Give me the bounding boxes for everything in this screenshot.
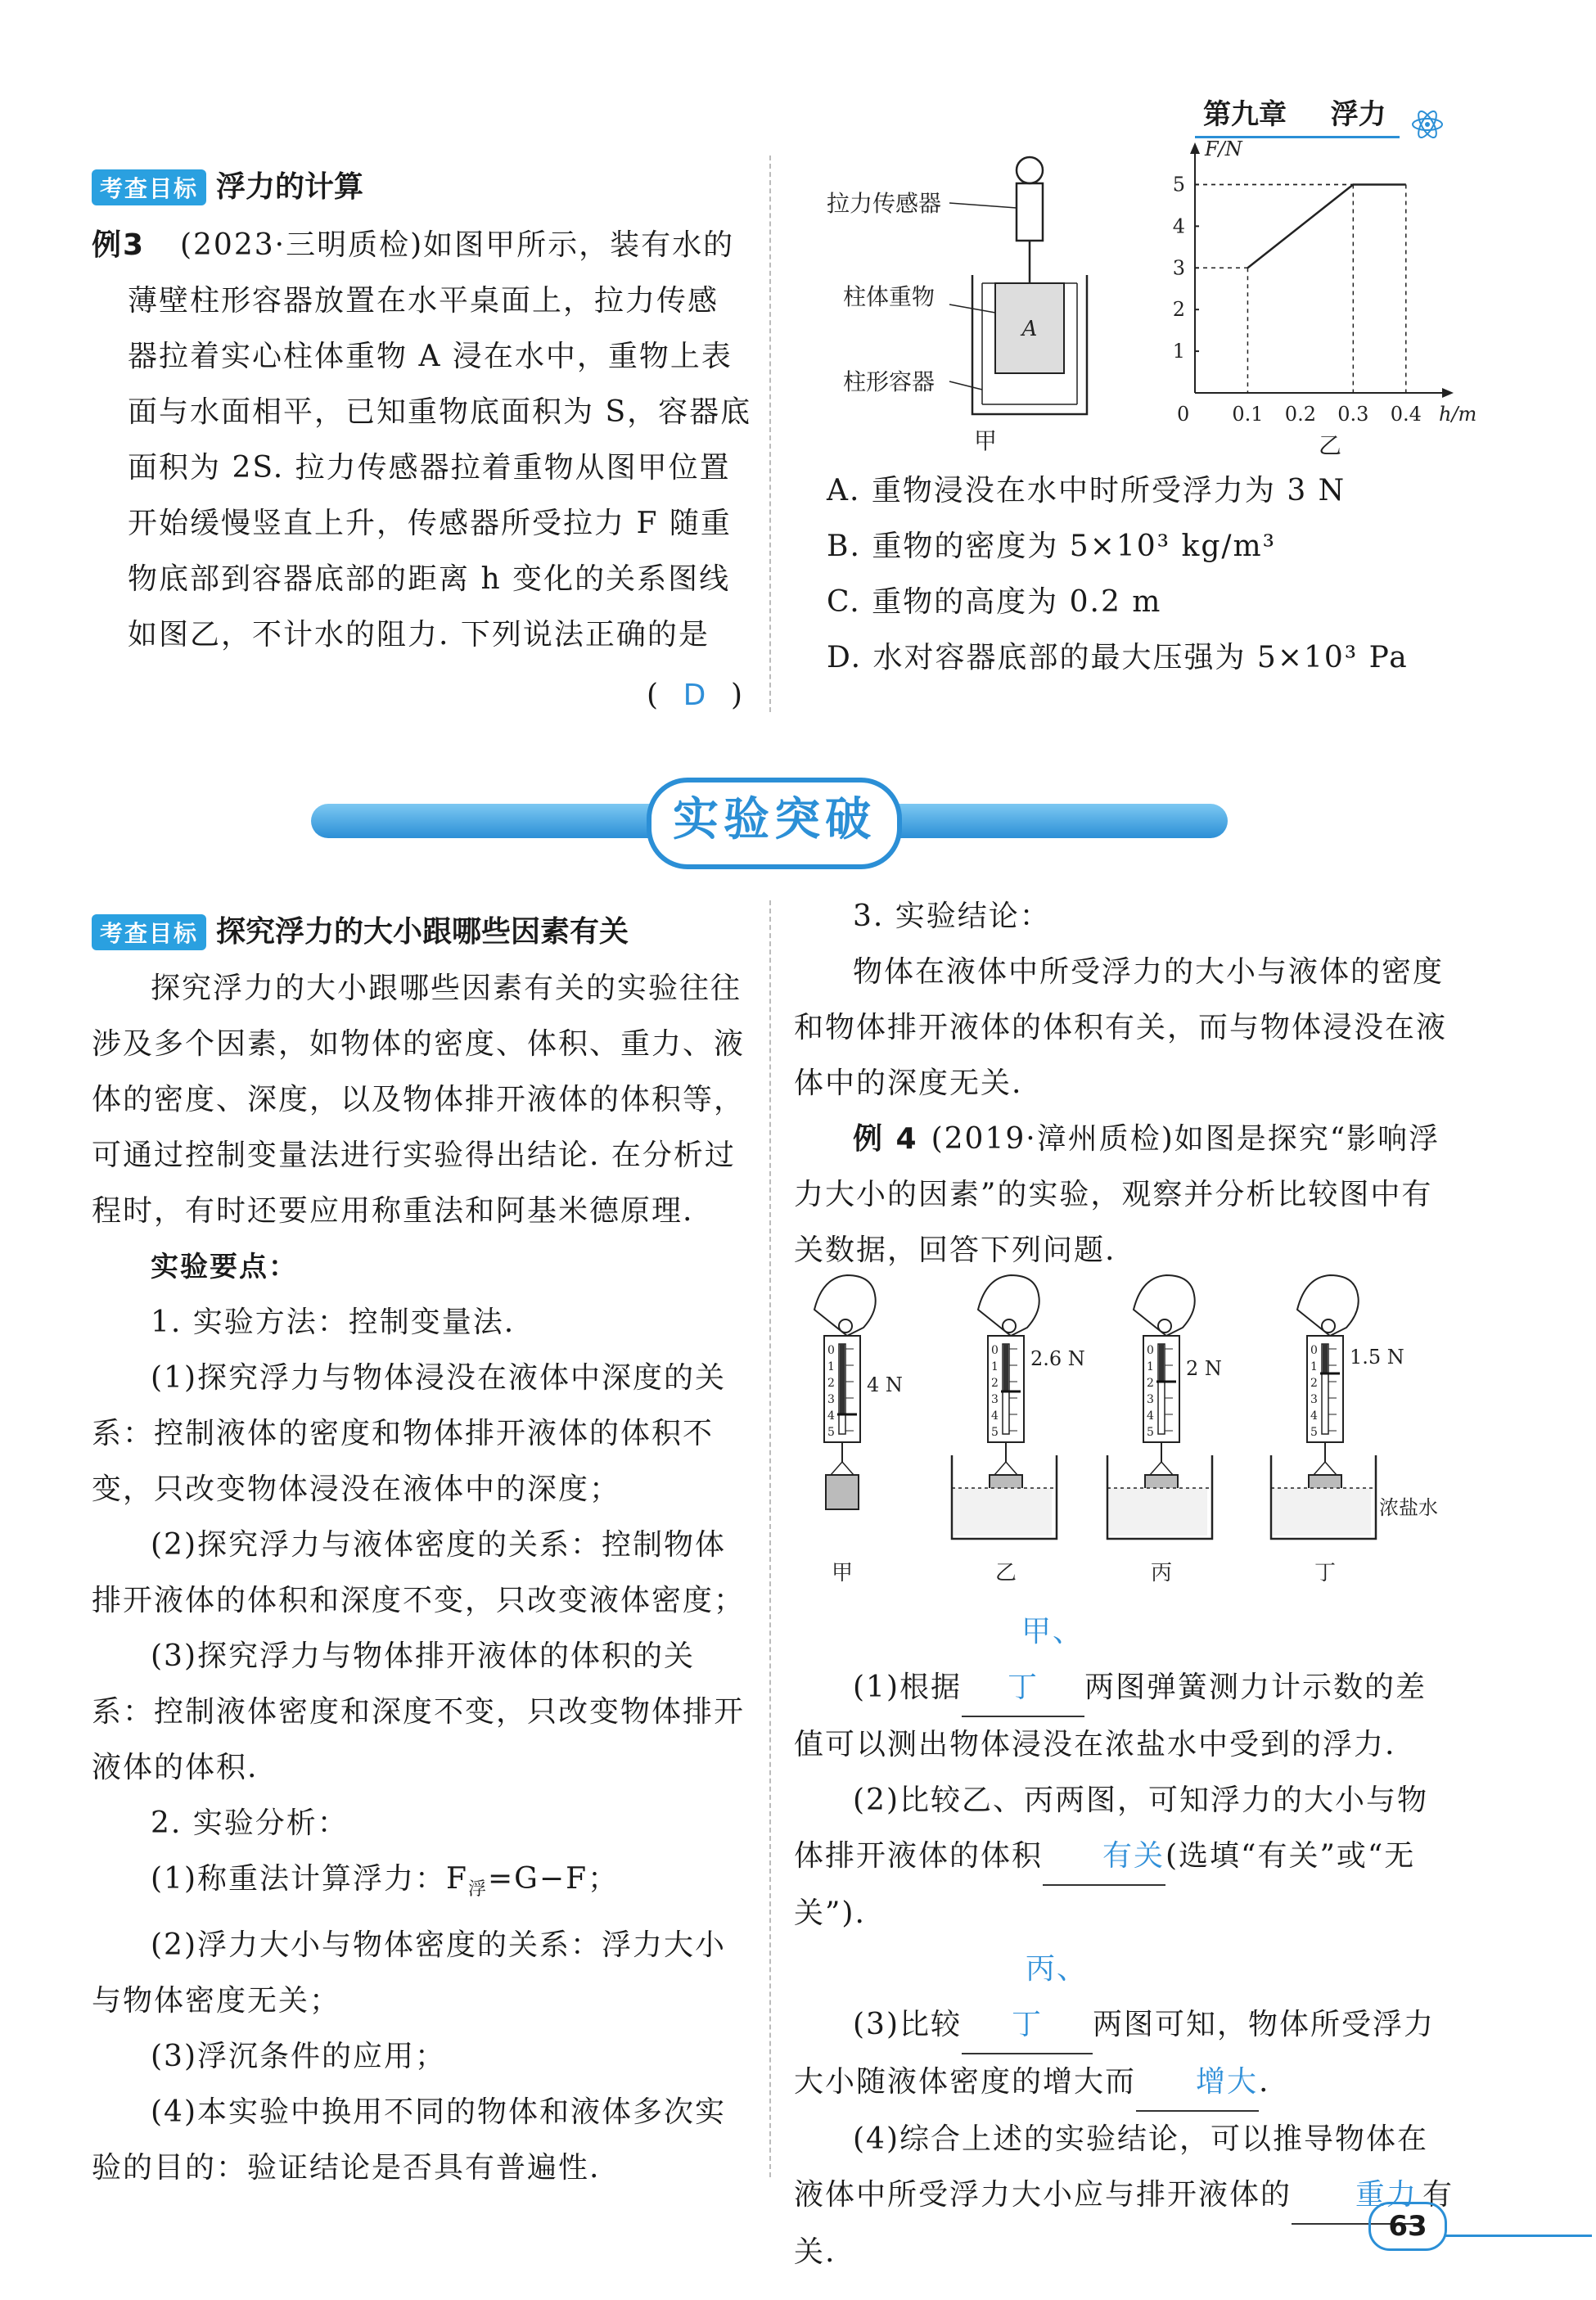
- x-tick-label: 0.2: [1284, 403, 1316, 426]
- hook-ring: [1003, 1319, 1016, 1333]
- example4-text: [794, 1112, 1457, 1279]
- x-axis-label: h/m: [1439, 403, 1477, 426]
- scale-indicator: [1323, 1344, 1328, 1373]
- answer-open-paren: (: [647, 679, 660, 712]
- example3-text: [92, 218, 755, 663]
- option-a: A. 重物浸没在水中时所受浮力为 3 N: [827, 474, 1346, 507]
- answer-close-paren: ): [730, 679, 744, 712]
- page-number-rule: [1445, 2235, 1592, 2237]
- scale-mark: 2: [1147, 1377, 1154, 1390]
- scale-mark: 1: [1310, 1360, 1318, 1373]
- points-title: 实验要点：: [151, 1251, 298, 1283]
- chapter-label: 第九章: [1203, 98, 1287, 131]
- y-tick-label: 1: [1172, 340, 1185, 363]
- hook-ring: [839, 1319, 852, 1333]
- scale-mark: 1: [991, 1360, 999, 1373]
- option-b: B. 重物的密度为 5×10³ kg/m³: [827, 530, 1277, 563]
- figure-caption: 丁: [1314, 1561, 1337, 1585]
- figure-caption: 甲: [831, 1561, 854, 1585]
- scale-mark: 2: [827, 1377, 835, 1390]
- section2-right-top: [794, 889, 1457, 1279]
- method-line: 1. 实验方法：控制变量法.: [151, 1306, 516, 1339]
- scale-mark: 2: [1310, 1377, 1318, 1390]
- example3-label: 例3: [92, 228, 146, 262]
- x-tick-label: 0.1: [1232, 403, 1264, 426]
- section2-tag: 考查目标: [92, 914, 206, 950]
- hook-ring: [1322, 1319, 1335, 1333]
- q1-answer: 甲、丁: [962, 1604, 1084, 1717]
- scale-mark: 0: [1147, 1344, 1154, 1357]
- q3-answer-2: 增大: [1136, 2054, 1259, 2112]
- method-item-3: (3)探究浮力与物体排开液体的体积的关系：控制液体密度和深度不变，只改变物体排开液体的体积.: [92, 1639, 746, 1784]
- analysis-item-1-prefix: (1)称重法计算浮力：F: [151, 1862, 468, 1896]
- question-line-0: 如图甲所示，装有水的: [423, 228, 735, 262]
- page-number: 63: [1368, 2202, 1447, 2251]
- method-item-1: (1)探究浮力与物体浸没在液体中深度的关系：控制液体的密度和物体排开液体的体积不变，只改变物体浸没在液体中的深度；: [92, 1361, 726, 1506]
- q3-middle: 两图可知，物体所受浮力大小随液体密度的增大而: [794, 2008, 1436, 2099]
- column-divider-top: [769, 156, 771, 712]
- q4-suffix: 有关.: [794, 2178, 1454, 2269]
- question-4: [794, 2112, 1457, 2280]
- conclusion-text: 物体在液体中所受浮力的大小与液体的密度和物体排开液体的体积有关，而与物体浸没在液体中的深度无关.: [794, 955, 1448, 1100]
- question-line-2: 器拉着实心柱体重物 A 浸在水中，重物上表: [128, 340, 733, 373]
- caption-jia: 甲: [974, 427, 998, 454]
- question-line-7: 如图乙，不计水的阻力. 下列说法正确的是: [128, 618, 710, 652]
- section2-questions: [794, 1604, 1457, 2280]
- scale-mark: 2: [991, 1377, 999, 1390]
- scale-indicator: [1159, 1344, 1164, 1382]
- section2-left-body: [92, 961, 746, 2196]
- question-line-1: 薄壁柱形容器放置在水平桌面上，拉力传感: [128, 284, 719, 318]
- reading-label: 2 N: [1186, 1357, 1222, 1380]
- q1-prefix: (1)根据: [853, 1671, 962, 1704]
- option-c: C. 重物的高度为 0.2 m: [827, 585, 1162, 619]
- question-3: [794, 1941, 1457, 2112]
- question-line-3: 面与水面相平，已知重物底面积为 S，容器底: [128, 395, 752, 429]
- scale-indicator: [1003, 1344, 1008, 1391]
- y-axis-arrow: [1190, 142, 1200, 154]
- y-tick-label: 5: [1172, 173, 1185, 196]
- banner-title: 实验突破: [647, 778, 902, 869]
- hook-string: [831, 1462, 854, 1475]
- reading-label: 2.6 N: [1030, 1347, 1085, 1370]
- analysis-item-1-sub: 浮: [467, 1879, 488, 1901]
- section1-title: 浮力的计算: [216, 170, 364, 204]
- label-container: 柱形容器: [843, 368, 936, 395]
- scale-mark: 5: [1147, 1426, 1154, 1439]
- scale-mark: 0: [827, 1344, 835, 1357]
- scale-mark: 1: [1147, 1360, 1154, 1373]
- figure-caption: 乙: [994, 1561, 1017, 1585]
- scale-mark: 1: [827, 1360, 835, 1373]
- experiment-figure: [798, 1269, 1469, 1596]
- q4-prefix: (4)综合上述的实验结论，可以推导物体在液体中所受浮力大小应与排开液体的: [794, 2122, 1428, 2212]
- q2-suffix: (选填“有关”或“无关”).: [794, 1839, 1416, 1930]
- scale-mark: 4: [827, 1409, 835, 1423]
- weight-label-A: A: [1021, 317, 1038, 341]
- options-list: [827, 463, 1498, 686]
- scale-mark: 5: [827, 1426, 835, 1439]
- scale-mark: 0: [991, 1344, 999, 1357]
- x-tick-label: 0.4: [1390, 403, 1422, 426]
- atom-icon: [1409, 106, 1445, 142]
- question-1: [794, 1604, 1457, 1773]
- x-tick-label: 0.3: [1337, 403, 1369, 426]
- column-divider-bottom: [769, 900, 771, 2177]
- liquid: [1109, 1488, 1207, 1536]
- analysis-item-4: (4)本实验中换用不同的物体和液体多次实验的目的：验证结论是否具有普遍性.: [92, 2095, 726, 2185]
- y-axis-label: F/N: [1205, 138, 1242, 160]
- question-2: [794, 1773, 1457, 1941]
- origin-label: 0: [1177, 403, 1190, 426]
- series-line: [1247, 184, 1405, 268]
- section2-title: 探究浮力的大小跟哪些因素有关: [216, 915, 629, 949]
- y-tick-label: 2: [1172, 298, 1185, 322]
- scale-mark: 3: [827, 1393, 835, 1406]
- scale-mark: 5: [1310, 1426, 1318, 1439]
- section1-heading: [92, 164, 363, 205]
- q3-answer: 丙、丁: [962, 1941, 1093, 2054]
- question-line-6: 物底部到容器底部的距离 h 变化的关系图线: [128, 562, 731, 596]
- scale-mark: 3: [1147, 1393, 1154, 1406]
- liquid: [1273, 1488, 1371, 1536]
- y-tick-label: 3: [1172, 256, 1185, 280]
- y-tick-label: 4: [1172, 214, 1185, 238]
- q1-suffix: 两图弹簧测力计示数的差值可以测出物体浸没在浓盐水中受到的浮力.: [794, 1671, 1427, 1761]
- q3-suffix: .: [1259, 2065, 1270, 2099]
- analysis-item-1: [92, 1851, 746, 1918]
- reading-label: 4 N: [867, 1373, 903, 1396]
- label-sensor: 拉力传感器: [827, 190, 942, 217]
- label-weight: 柱体重物: [843, 283, 936, 310]
- liquid: [954, 1488, 1052, 1536]
- hook-string: [1150, 1462, 1173, 1475]
- section2-heading: [92, 909, 629, 950]
- q4-answer: 重力: [1292, 2167, 1422, 2225]
- question-line-5: 开始缓慢竖直上升，传感器所受拉力 F 随重: [128, 507, 732, 540]
- section1-tag: 考查目标: [92, 169, 206, 205]
- x-axis-arrow: [1442, 388, 1454, 398]
- q2-prefix: (2)比较乙、丙两图，可知浮力的大小与物体排开液体的体积: [794, 1784, 1428, 1873]
- example3-source: (2023·三明质检): [179, 228, 424, 262]
- analysis-item-3: (3)浮沉条件的应用；: [151, 2040, 446, 2074]
- chart-yi: [1154, 138, 1477, 459]
- scale-mark: 4: [991, 1409, 999, 1423]
- scale-mark: 3: [991, 1393, 999, 1406]
- figure-caption: 丙: [1150, 1561, 1173, 1585]
- scale-mark: 4: [1310, 1409, 1318, 1423]
- example4-body: (2019·漳州质检)如图是探究“影响浮力大小的因素”的实验，观察并分析比较图中有关数据，回答下列问题.: [794, 1122, 1440, 1267]
- question-line-4: 面积为 2S. 拉力传感器拉着重物从图甲位置: [128, 451, 731, 485]
- option-d: D. 水对容器底部的最大压强为 5×10³ Pa: [827, 641, 1409, 674]
- chapter-header: [1203, 92, 1386, 132]
- scale-mark: 3: [1310, 1393, 1318, 1406]
- analysis-line: 2. 实验分析：: [151, 1806, 349, 1840]
- block: [826, 1475, 859, 1509]
- chapter-topic: 浮力: [1330, 98, 1386, 131]
- hook-ring: [1158, 1319, 1171, 1333]
- scale-mark: 5: [991, 1426, 999, 1439]
- scale-mark: 0: [1310, 1344, 1318, 1357]
- conclusion-title: 3. 实验结论：: [853, 900, 1051, 933]
- intro-paragraph: 探究浮力的大小跟哪些因素有关的实验往往涉及多个因素，如物体的密度、体积、重力、液体的密度、深度，以及物体排开液体的体积等，可通过控制变量法进行实验得出结论. 在分析过程时，有时还要应用称重法和阿基米德原理.: [92, 972, 746, 1228]
- q2-answer: 有关: [1043, 1829, 1165, 1886]
- scale-mark: 4: [1147, 1409, 1154, 1423]
- hook-string: [994, 1462, 1017, 1475]
- reading-label: 1.5 N: [1350, 1346, 1404, 1369]
- answer-bracket: [647, 668, 744, 724]
- salt-water-label: 浓盐水: [1379, 1496, 1438, 1519]
- example4-label: 例 4: [853, 1122, 918, 1156]
- method-item-2: (2)探究浮力与液体密度的关系：控制物体排开液体的体积和深度不变，只改变液体密度；: [92, 1528, 746, 1617]
- caption-yi: 乙: [1318, 432, 1342, 459]
- example3-answer: D: [683, 679, 708, 712]
- q3-prefix: (3)比较: [853, 2008, 962, 2041]
- scale-indicator: [840, 1344, 845, 1414]
- hook-string: [1314, 1462, 1337, 1475]
- analysis-item-2: (2)浮力大小与物体密度的关系：浮力大小与物体密度无关；: [92, 1928, 726, 2018]
- figure-jia: [827, 152, 1146, 463]
- analysis-item-1-suffix: =G−F；: [488, 1862, 620, 1896]
